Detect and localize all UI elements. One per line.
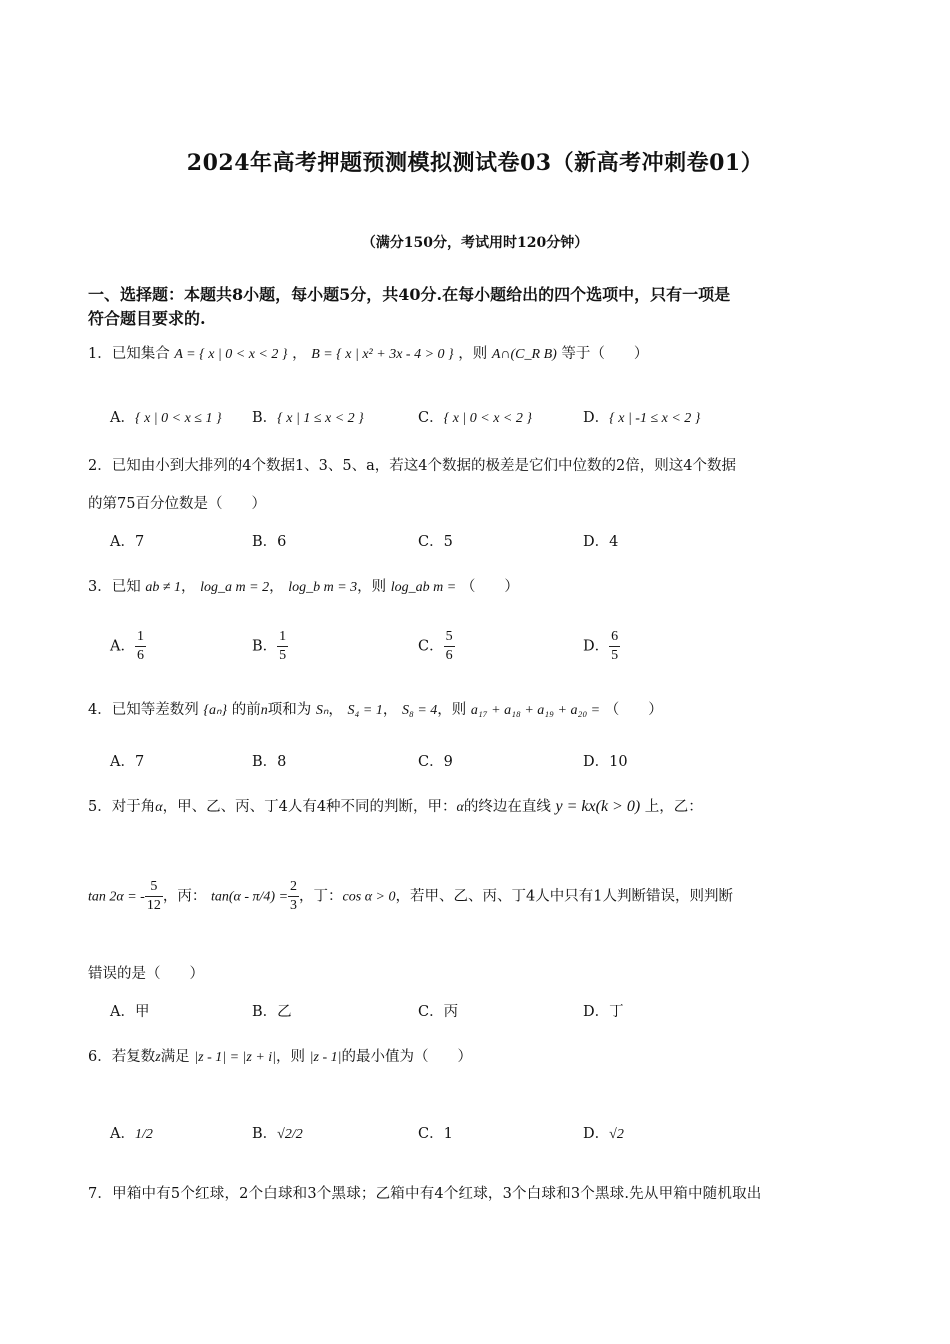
q5-option-c-value: 丙 xyxy=(443,1004,459,1020)
q5-option-d-label: D． xyxy=(583,1004,610,1020)
q5-option-a-label: A． xyxy=(110,1004,135,1020)
q6-expression: |z - 1| xyxy=(309,1050,342,1065)
q1-option-a xyxy=(110,406,222,427)
q4-s8: S₈ = 4 xyxy=(401,703,438,718)
q1-option-d-label: D． xyxy=(583,410,610,426)
q5-text-2: ，甲、乙、丙、丁4人有4种不同的判断，甲： xyxy=(162,799,457,815)
question-7-line1: 7．甲箱中有5个红球，2个白球和3个黑球；乙箱中有4个红球，3个白球和3个黑球.先从甲箱中随机取出 xyxy=(88,1186,762,1202)
q5-line-equation: y = kx(k > 0) xyxy=(555,798,641,815)
q1-option-a-label: A． xyxy=(110,410,135,426)
q6-text-2: 满足 xyxy=(160,1049,190,1065)
q1-option-a-value: { x | 0 < x ≤ 1 } xyxy=(134,411,222,426)
q3-condition-2: log_a m = 2 xyxy=(200,580,270,595)
q1-option-d xyxy=(583,406,700,427)
q3-option-b-label: B． xyxy=(252,638,278,655)
q6-option-b-value: √2/2 xyxy=(277,1127,303,1142)
q4-s4: S₄ = 1 xyxy=(347,703,383,718)
question-5-line3: 错误的是（ ） xyxy=(88,966,204,982)
q5-ding: ，丁： xyxy=(299,888,343,905)
q6-z: z xyxy=(155,1050,161,1065)
q6-option-a xyxy=(110,1122,153,1143)
q3-option-c xyxy=(418,628,455,665)
q5-fraction-1-numerator: 5 xyxy=(145,878,163,897)
question-2-line2: 的第75百分位数是（ ） xyxy=(88,496,266,512)
q3-option-b-numerator: 1 xyxy=(277,628,288,647)
q3-option-c-numerator: 5 xyxy=(444,628,455,647)
q6-option-d xyxy=(583,1122,624,1143)
q2-option-b-value: 6 xyxy=(277,534,287,550)
q1-comma: ， xyxy=(292,346,307,362)
exam-info: （满分150分，考试用时120分钟） xyxy=(361,235,589,251)
q3-option-b xyxy=(252,628,288,665)
q4-sn: Sₙ xyxy=(315,703,329,718)
q3-target: log_ab m = xyxy=(390,580,457,595)
q4-sequence: {aₙ} xyxy=(203,703,228,718)
q3-condition-3: log_b m = 3 xyxy=(288,580,358,595)
q3-option-c-denominator: 6 xyxy=(445,648,453,663)
q5-option-a xyxy=(110,1000,149,1021)
q4-option-b-value: 8 xyxy=(277,754,287,770)
q1-tail: 等于（ ） xyxy=(561,346,649,362)
q3-option-a-label: A． xyxy=(110,638,135,655)
q5-fraction-1 xyxy=(145,878,163,915)
q3-option-a xyxy=(110,628,146,665)
q6-option-d-label: D． xyxy=(583,1126,610,1142)
q5-alpha: α xyxy=(155,800,163,815)
q1-option-c-value: { x | 0 < x < 2 } xyxy=(443,411,532,426)
q4-option-a xyxy=(110,750,144,771)
q1-expression: A∩(C_R B) xyxy=(491,347,557,362)
q6-option-b xyxy=(252,1122,303,1143)
q5-bing: ，丙： xyxy=(162,888,207,905)
q2-option-d-label: D． xyxy=(583,534,610,550)
q5-cos-condition: cos α > 0 xyxy=(342,889,396,905)
q5-tan-expression: tan(α - π/4) = xyxy=(210,889,289,905)
q5-fraction-1-denominator: 12 xyxy=(146,898,161,913)
q2-option-a-value: 7 xyxy=(134,534,145,550)
q1-option-b-value: { x | 1 ≤ x < 2 } xyxy=(277,411,364,426)
q4-option-a-label: A． xyxy=(110,754,135,770)
q5-option-b xyxy=(252,1000,292,1021)
q4-option-d xyxy=(583,750,628,771)
q6-tail: 的最小值为（ ） xyxy=(341,1049,472,1065)
q4-text-2: 项和为 xyxy=(267,702,312,718)
q4-tail: （ ） xyxy=(604,702,663,718)
q6-option-b-label: B． xyxy=(252,1126,278,1142)
q4-option-d-label: D． xyxy=(583,754,610,770)
q1-set-a: A = { x | 0 < x < 2 } xyxy=(174,347,288,362)
page-title: 2024年高考押题预测模拟测试卷03（新高考冲刺卷01） xyxy=(186,150,764,176)
q6-text-3: ，则 xyxy=(276,1049,306,1065)
q3-number: 3．已知 xyxy=(88,579,141,595)
q6-option-d-value: √2 xyxy=(609,1127,624,1142)
q5-tan2a: tan 2α = - xyxy=(88,889,145,905)
q3-option-d-label: D． xyxy=(583,638,610,655)
q6-option-a-label: A． xyxy=(110,1126,135,1142)
question-4-stem: 4．已知等差数列 {aₙ} 的前n项和为 Sₙ， S₄ = 1， S₈ = 4，则 a₁₇ + a₁₈ + a₁₉ + a₂₀ = （ ） xyxy=(88,702,663,718)
q4-option-a-value: 7 xyxy=(134,754,145,770)
q3-condition-1: ab ≠ 1 xyxy=(145,580,182,595)
q4-option-b-label: B． xyxy=(252,754,278,770)
question-1-stem xyxy=(88,344,648,365)
q5-text-4: 上，乙： xyxy=(644,799,703,815)
q3-option-c-fraction xyxy=(444,628,455,665)
question-3-stem: 3．已知 ab ≠ 1， log_a m = 2， log_b m = 3，则 log_ab m = （ ） xyxy=(88,579,519,595)
q4-option-b xyxy=(252,750,286,771)
q4-then: ，则 xyxy=(437,702,467,718)
q2-option-a xyxy=(110,530,144,551)
q5-option-c xyxy=(418,1000,458,1021)
q3-option-d-fraction xyxy=(609,628,620,665)
q2-option-a-label: A． xyxy=(110,534,135,550)
q4-n: n xyxy=(260,703,268,718)
q5-option-b-label: B． xyxy=(252,1004,278,1020)
q3-then: ，则 xyxy=(357,579,387,595)
q4-expression: a₁₇ + a₁₈ + a₁₉ + a₂₀ = xyxy=(470,703,601,718)
q2-option-b xyxy=(252,530,286,551)
q3-option-b-fraction xyxy=(277,628,288,665)
q3-option-a-numerator: 1 xyxy=(135,628,146,647)
q6-option-c-label: C． xyxy=(418,1126,444,1142)
q5-fraction-2 xyxy=(288,878,299,915)
q5-option-d-value: 丁 xyxy=(609,1004,624,1020)
q1-option-b xyxy=(252,406,364,427)
q5-alpha-2: α xyxy=(456,800,464,815)
q4-option-d-value: 10 xyxy=(609,754,628,770)
q2-option-c-label: C． xyxy=(418,534,444,550)
q6-condition: |z - 1| = |z + i| xyxy=(194,1050,277,1065)
question-2-line1: 2．已知由小到大排列的4个数据1、3、5、a，若这4个数据的极差是它们中位数的2倍，则这4个数据 xyxy=(88,458,736,474)
question-5-line2 xyxy=(88,878,733,915)
q1-option-c-label: C． xyxy=(418,410,444,426)
q2-option-d xyxy=(583,530,618,551)
q4-option-c xyxy=(418,750,453,771)
q1-then: ，则 xyxy=(458,346,488,362)
q1-option-b-label: B． xyxy=(252,410,278,426)
q4-option-c-label: C． xyxy=(418,754,444,770)
section-heading-line2: 符合题目要求的. xyxy=(88,309,206,328)
q5-fraction-2-numerator: 2 xyxy=(288,878,299,897)
q5-option-a-value: 甲 xyxy=(134,1004,150,1020)
q3-option-a-fraction xyxy=(135,628,146,665)
q1-option-c xyxy=(418,406,532,427)
q5-option-b-value: 乙 xyxy=(277,1004,292,1020)
q5-option-c-label: C． xyxy=(418,1004,444,1020)
q2-option-c xyxy=(418,530,453,551)
section-heading-line1: 一、选择题：本题共8小题，每小题5分，共40分.在每小题给出的四个选项中，只有一项是 xyxy=(88,285,731,304)
q2-option-c-value: 5 xyxy=(443,534,453,550)
q3-option-d-denominator: 5 xyxy=(611,648,619,663)
q2-option-b-label: B． xyxy=(252,534,278,550)
q6-option-c-value: 1 xyxy=(443,1126,453,1142)
q1-option-d-value: { x | -1 ≤ x < 2 } xyxy=(609,411,701,426)
q4-text-1: 的前 xyxy=(231,702,261,718)
question-6-stem xyxy=(88,1047,472,1068)
q3-option-b-denominator: 5 xyxy=(279,648,287,663)
q4-option-c-value: 9 xyxy=(443,754,453,770)
q5-text-5: ，若甲、乙、丙、丁4人中只有1人判断错误，则判断 xyxy=(395,888,733,905)
q1-number: 1．已知集合 xyxy=(88,346,170,362)
q3-tail: （ ） xyxy=(460,579,519,595)
q3-option-d-numerator: 6 xyxy=(609,628,620,647)
q5-fraction-2-denominator: 3 xyxy=(290,898,298,913)
q6-option-c xyxy=(418,1122,453,1143)
q4-number: 4．已知等差数列 xyxy=(88,702,199,718)
q6-text-1: 6．若复数 xyxy=(88,1049,156,1065)
q1-set-b: B = { x | x² + 3x - 4 > 0 } xyxy=(311,347,454,362)
question-5-line1 xyxy=(88,797,703,818)
q2-option-d-value: 4 xyxy=(609,534,619,550)
q5-option-d xyxy=(583,1000,624,1021)
q6-option-a-value: 1/2 xyxy=(134,1127,153,1142)
q5-text-1: 5．对于角 xyxy=(88,799,156,815)
q3-option-c-label: C． xyxy=(418,638,444,655)
q3-option-a-denominator: 6 xyxy=(136,648,144,663)
q3-option-d xyxy=(583,628,620,665)
q5-text-3: 的终边在直线 xyxy=(463,799,551,815)
